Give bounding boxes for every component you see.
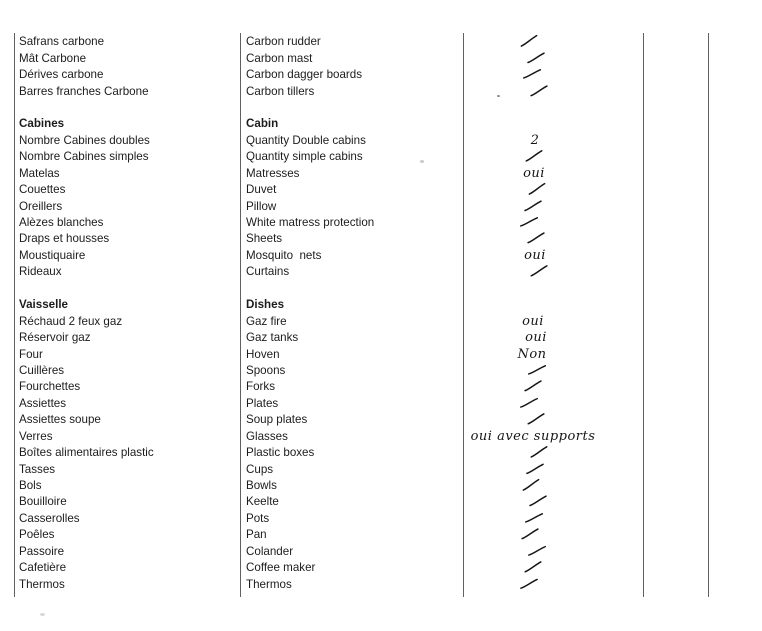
table-row — [0, 166, 762, 182]
english-term: Duvet — [246, 183, 277, 197]
check-tick-icon — [529, 446, 550, 459]
english-term: Carbon tillers — [246, 84, 315, 98]
mark-cell — [463, 166, 643, 182]
handwritten-text: oui — [525, 330, 547, 346]
french-term: Cuillères — [19, 363, 65, 377]
french-term: Mât Carbone — [19, 51, 87, 65]
mark-cell — [463, 365, 643, 377]
table-row — [0, 429, 762, 445]
table-row — [0, 560, 762, 576]
table-row — [0, 346, 762, 362]
french-term: Cafetière — [19, 561, 67, 575]
french-term: Réchaud 2 feux gaz — [19, 314, 123, 328]
table-row — [0, 100, 762, 116]
french-term: Couettes — [19, 183, 66, 197]
french-term: Boîtes alimentaires plastic — [19, 446, 154, 460]
mark-cell — [463, 447, 643, 459]
check-tick-icon — [523, 200, 543, 212]
french-term: Draps et housses — [19, 232, 110, 246]
english-term: Bowls — [246, 479, 277, 493]
mark-cell — [463, 579, 643, 591]
english-term: Thermos — [246, 577, 292, 591]
table-row — [0, 34, 762, 50]
french-term: Passoire — [19, 544, 65, 558]
check-tick-icon — [527, 182, 548, 195]
mark-cell — [463, 53, 643, 65]
french-term: Vaisselle — [19, 298, 68, 312]
table-row — [0, 527, 762, 543]
table-row — [0, 445, 762, 461]
mark-cell — [463, 529, 643, 541]
check-tick-icon — [526, 52, 546, 64]
table-row — [0, 313, 762, 329]
french-term: Four — [19, 347, 43, 361]
english-term: Carbon rudder — [246, 35, 321, 49]
french-term: Réservoir gaz — [19, 331, 91, 345]
check-tick-icon — [527, 544, 548, 557]
english-term: Cabin — [246, 117, 279, 131]
mark-cell — [463, 233, 643, 245]
english-term: Forks — [246, 380, 275, 394]
french-term: Assiettes — [19, 396, 67, 410]
table-row — [0, 478, 762, 494]
english-term: Pan — [246, 528, 267, 542]
mark-cell — [463, 480, 643, 492]
handwritten-text: oui avec supports — [470, 428, 596, 444]
english-term: Colander — [246, 544, 294, 558]
english-term: Quantity simple cabins — [246, 150, 363, 164]
english-term: Plastic boxes — [246, 446, 315, 460]
mark-cell — [463, 36, 643, 48]
mark-cell — [463, 513, 643, 525]
mark-cell — [463, 562, 643, 574]
mark-cell — [463, 464, 643, 476]
french-term: Fourchettes — [19, 380, 81, 394]
french-term: Matelas — [19, 166, 60, 180]
mark-cell — [463, 248, 643, 264]
english-term: Spoons — [246, 363, 286, 377]
english-term: Sheets — [246, 232, 283, 246]
french-term: Oreillers — [19, 199, 63, 213]
check-tick-icon — [529, 84, 549, 96]
handwritten-text: oui — [523, 165, 545, 181]
check-tick-icon — [524, 150, 545, 163]
mark-cell — [463, 546, 643, 558]
check-tick-icon — [529, 265, 549, 278]
check-tick-icon — [526, 232, 546, 244]
french-term: Thermos — [19, 577, 65, 591]
french-term: Alèzes blanches — [19, 216, 104, 230]
table-row — [0, 215, 762, 231]
table-row — [0, 396, 762, 412]
table-row — [0, 297, 762, 313]
table-row — [0, 133, 762, 149]
english-term: Curtains — [246, 265, 290, 279]
table-row — [0, 264, 762, 280]
english-term: Hoven — [246, 347, 280, 361]
french-term: Nombre Cabines doubles — [19, 133, 150, 147]
french-term: Nombre Cabines simples — [19, 150, 149, 164]
table-row — [0, 412, 762, 428]
french-term: Rideaux — [19, 265, 62, 279]
mark-cell — [463, 496, 643, 508]
english-term: Gaz fire — [246, 314, 287, 328]
table-row — [0, 182, 762, 198]
table-row — [0, 149, 762, 165]
english-term: Carbon mast — [246, 51, 313, 65]
mark-cell — [463, 133, 643, 149]
table-row — [0, 116, 762, 132]
french-term: Verres — [19, 429, 53, 443]
table-body — [0, 34, 762, 593]
mark-cell — [463, 414, 643, 426]
handwritten-text: Non — [517, 346, 547, 362]
check-tick-icon — [527, 363, 548, 376]
mark-cell — [463, 217, 643, 229]
french-term: Casserolles — [19, 511, 80, 525]
english-term: White matress protection — [246, 216, 375, 230]
mark-cell — [463, 184, 643, 196]
mark-cell — [463, 201, 643, 213]
french-term: Poêles — [19, 528, 55, 542]
scan-speck — [497, 95, 500, 97]
english-term: Plates — [246, 396, 279, 410]
table-row — [0, 379, 762, 395]
handwritten-text: oui — [522, 313, 544, 329]
mark-cell — [463, 314, 643, 330]
mark-cell — [463, 381, 643, 393]
mark-cell — [463, 151, 643, 163]
table-row — [0, 231, 762, 247]
french-term: Tasses — [19, 462, 56, 476]
french-term: Barres franches Carbone — [19, 84, 149, 98]
english-term: Pots — [246, 511, 270, 525]
scan-speck — [40, 613, 45, 616]
table-row — [0, 544, 762, 560]
english-term: Gaz tanks — [246, 331, 299, 345]
check-tick-icon — [528, 495, 548, 507]
english-term: Cups — [246, 462, 274, 476]
english-term: Pillow — [246, 199, 277, 213]
table-row — [0, 494, 762, 510]
table-row — [0, 363, 762, 379]
english-term: Quantity Double cabins — [246, 133, 366, 147]
french-term: Safrans carbone — [19, 35, 105, 49]
check-tick-icon — [523, 380, 543, 392]
english-term: Keelte — [246, 495, 279, 509]
table-row — [0, 511, 762, 527]
table-row — [0, 248, 762, 264]
table-row — [0, 330, 762, 346]
mark-cell — [463, 398, 643, 410]
table-row — [0, 461, 762, 477]
check-tick-icon — [524, 511, 545, 524]
mark-cell — [463, 330, 643, 346]
french-term: Bouilloire — [19, 495, 67, 509]
english-term: Matresses — [246, 166, 300, 180]
french-term: Cabines — [19, 117, 65, 131]
mark-cell — [463, 266, 643, 278]
mark-cell — [463, 86, 643, 98]
table-row — [0, 576, 762, 592]
table-row — [0, 198, 762, 214]
check-tick-icon — [519, 577, 539, 590]
check-tick-icon — [526, 413, 546, 426]
check-tick-icon — [523, 561, 543, 574]
table-row — [0, 50, 762, 66]
french-term: Moustiquaire — [19, 248, 86, 262]
table-row — [0, 67, 762, 83]
french-term: Assiettes soupe — [19, 413, 101, 427]
mark-cell — [463, 429, 643, 445]
french-term: Dérives carbone — [19, 68, 104, 82]
table-row — [0, 281, 762, 297]
english-term: Mosquito nets — [246, 248, 322, 262]
handwritten-text: oui — [524, 247, 546, 263]
english-term: Soup plates — [246, 413, 308, 427]
english-term: Glasses — [246, 429, 288, 443]
english-term: Coffee maker — [246, 561, 316, 575]
english-term: Carbon dagger boards — [246, 68, 363, 82]
scan-speck — [420, 160, 424, 163]
table-row — [0, 83, 762, 99]
french-term: Bols — [19, 479, 42, 493]
check-tick-icon — [525, 462, 545, 474]
english-term: Dishes — [246, 298, 285, 312]
mark-cell — [463, 347, 643, 363]
mark-cell — [463, 69, 643, 81]
handwritten-text: 2 — [530, 132, 540, 148]
